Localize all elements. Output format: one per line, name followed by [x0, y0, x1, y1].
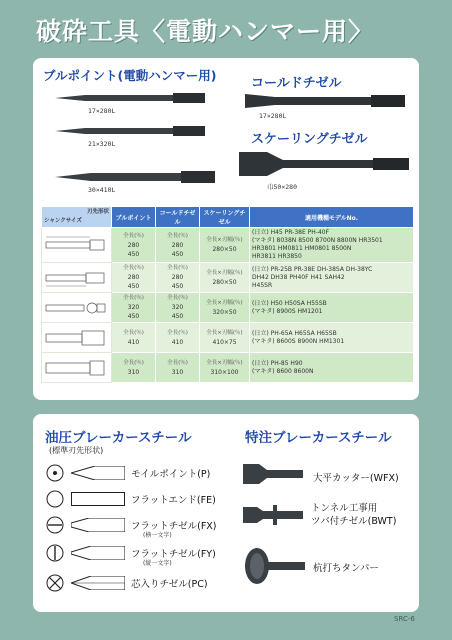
breaker-steel-panel	[33, 414, 419, 612]
table-row	[42, 323, 414, 353]
model-list: (日立) PH-65A H65SA H65SB (マキタ) 8600S 8900N HM1301	[250, 323, 414, 353]
cold-values: 全長(％) 280 450	[156, 228, 200, 263]
column-header-bull: ブルポイント	[112, 207, 156, 228]
model-list: (日立) PR-25B PR-38E DH-38SA DH-38YC DH42 DH38 PH40F H41 SAH42 H45SR	[250, 263, 414, 293]
cored-chisel-label: 芯入りチゼル(PC)	[131, 579, 208, 590]
hydraulic-item-cored-chisel	[45, 572, 225, 594]
flat-chisel-fy-sub: (縦一文字)	[143, 560, 172, 567]
cold-chisel-caption: 17×280L	[259, 112, 287, 120]
table-row	[42, 263, 414, 293]
shank-drawing	[44, 356, 108, 380]
special-title: 特注ブレーカースチール	[245, 430, 392, 446]
shank-drawing-cell	[42, 323, 112, 353]
bull-point-image-2	[55, 125, 205, 137]
hydraulic-item-flat-chisel-fy	[45, 542, 225, 567]
breaking-tools-panel	[33, 58, 419, 400]
shank-drawing-cell	[42, 228, 112, 263]
table-row	[42, 353, 414, 383]
hydraulic-title: 油圧ブレーカースチール	[45, 430, 192, 446]
flat-chisel-fy-side-icon	[71, 546, 125, 560]
shank-drawing-cell	[42, 293, 112, 323]
hydraulic-subtitle: (標準刃先形状)	[49, 446, 104, 455]
flat-chisel-fx-side-icon	[71, 518, 125, 532]
flat-chisel-fx-sub: (横一文字)	[143, 532, 172, 539]
bull-point-image-1	[55, 92, 205, 104]
hydraulic-item-flat-end	[45, 488, 225, 510]
shank-drawing	[44, 266, 108, 290]
table-header-row	[42, 207, 414, 228]
bull-values: 全長(％) 320 450	[112, 293, 156, 323]
bull-point-title: ブルポイント(電動ハンマー用)	[43, 68, 217, 83]
shank-size-header: シャンクサイズ	[44, 218, 82, 224]
flat-chisel-fy-label: フラットチゼル(FY)	[131, 549, 216, 560]
spec-table	[41, 206, 414, 383]
scaling-chisel-title: スケーリングチゼル	[251, 132, 368, 147]
scaling-values: 全長×刃幅(％) 280×50	[200, 263, 250, 293]
scaling-values: 全長×刃幅(％) 280×50	[200, 228, 250, 263]
scaling-values: 全長×刃幅(％) 410×75	[200, 323, 250, 353]
flat-chisel-fx-label: フラットチゼル(FX)	[131, 521, 217, 532]
hydraulic-item-moil-point	[45, 462, 225, 484]
scaling-chisel-image	[239, 150, 409, 178]
bull-values: 全長(％) 310	[112, 353, 156, 383]
column-header-scaling: スケーリングチゼル	[200, 207, 250, 228]
tamper-icon	[243, 546, 305, 586]
moil-point-side-icon	[71, 466, 125, 480]
moil-point-label: モイルポイント(P)	[131, 469, 211, 480]
shank-drawing-cell	[42, 353, 112, 383]
scaling-chisel-caption: 巾50×280	[267, 183, 297, 191]
bull-point-image-3	[55, 170, 215, 184]
column-header-models: 適用機種モデルNo.	[250, 207, 414, 228]
flat-chisel-fy-end-icon	[45, 543, 65, 563]
flat-chisel-fx-end-icon	[45, 515, 65, 535]
shank-drawing	[44, 296, 108, 320]
cold-chisel-image	[245, 94, 405, 108]
scaling-values: 全長×刃幅(％) 310×100	[200, 353, 250, 383]
scaling-values: 全長×刃幅(％) 320×50	[200, 293, 250, 323]
page-title: 破砕工具〈電動ハンマー用〉	[36, 17, 375, 46]
model-list: (日立) PH-85 H90 (マキタ) 8600 8600N	[250, 353, 414, 383]
bull-values: 全長(％) 280 450	[112, 228, 156, 263]
page-number: SRC-6	[394, 615, 415, 623]
hydraulic-item-flat-chisel-fx	[45, 514, 225, 539]
table-row	[42, 228, 414, 263]
shank-drawing	[44, 233, 108, 257]
tamper-label: 杭打ちタンパー	[313, 563, 379, 574]
blade-shape-header: 刃先形状	[86, 209, 109, 215]
cored-chisel-side-icon	[71, 576, 125, 590]
flanged-chisel-icon	[243, 502, 303, 528]
bull-point-caption-3: 30×410L	[88, 186, 116, 194]
bull-values: 全長(％) 280 450	[112, 263, 156, 293]
wide-flat-cutter-icon	[243, 462, 303, 486]
cored-chisel-end-icon	[45, 573, 65, 593]
table-header-corner	[42, 207, 112, 228]
cold-values: 全長(％) 320 450	[156, 293, 200, 323]
flat-end-side-icon	[71, 492, 125, 506]
model-list: (日立) H50 H50SA H55SB (マキタ) 8900S HM1201	[250, 293, 414, 323]
table-row	[42, 293, 414, 323]
column-header-cold: コールドチゼル	[156, 207, 200, 228]
cold-values: 全長(％) 280 450	[156, 263, 200, 293]
shank-drawing-cell	[42, 263, 112, 293]
bull-point-caption-1: 17×280L	[88, 107, 116, 115]
flat-end-end-icon	[45, 489, 65, 509]
shank-drawing	[44, 326, 108, 350]
bull-values: 全長(％) 410	[112, 323, 156, 353]
model-list: (日立) H45 PR-38E PH-40F (マキタ) 8038N 8500 8700N 8800N HR3501 HR3801 HM0811 HM0801 8500N HR3811 HR3850	[250, 228, 414, 263]
flanged-chisel-label: トンネル工事用 ツバ付チゼル(BWT)	[311, 503, 397, 527]
cold-chisel-title: コールドチゼル	[251, 76, 342, 91]
flat-end-label: フラットエンド(FE)	[131, 495, 216, 506]
bull-point-caption-2: 21×320L	[88, 140, 116, 148]
wide-flat-cutter-label: 大平カッター(WFX)	[313, 473, 399, 484]
moil-point-end-icon	[45, 463, 65, 483]
cold-values: 全長(％) 310	[156, 353, 200, 383]
cold-values: 全長(％) 410	[156, 323, 200, 353]
